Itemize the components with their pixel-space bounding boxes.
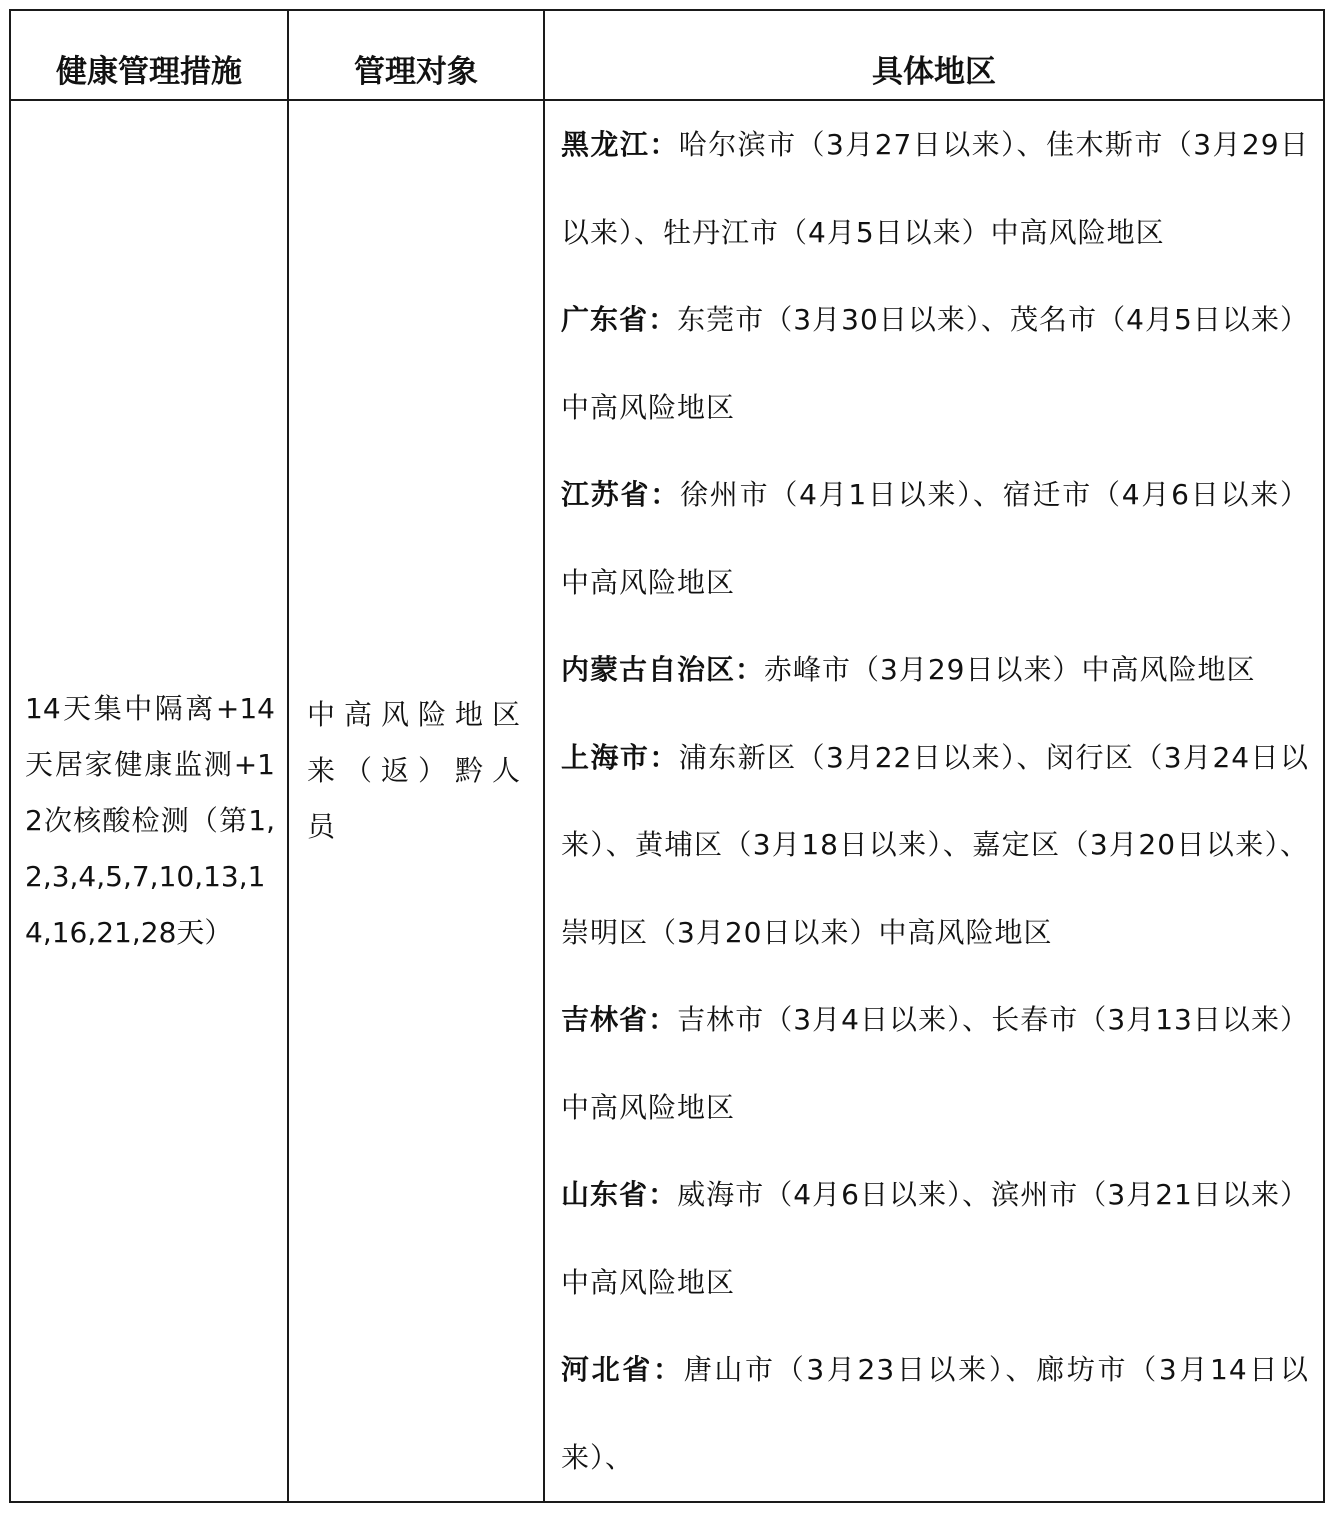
table-row bbox=[10, 100, 1324, 1502]
region-item bbox=[561, 626, 1309, 714]
region-detail: 浦东新区（3月22日以来）、闵行区（3月24日以来）、黄埔区（3月18日以来）、嘉定区（3月20日以来）、崇明区（3月20日以来）中高风险地区 bbox=[561, 740, 1309, 949]
region-detail: 赤峰市（3月29日以来）中高风险地区 bbox=[764, 653, 1256, 686]
region-item bbox=[561, 101, 1309, 276]
region-item bbox=[561, 276, 1309, 451]
region-detail: 威海市（4月6日以来）、滨州市（3月21日以来）中高风险地区 bbox=[561, 1178, 1309, 1299]
regions-cell bbox=[544, 100, 1324, 1502]
region-item bbox=[561, 976, 1309, 1151]
measure-cell: 14天集中隔离+14天居家健康监测+12次核酸检测（第1,2,3,4,5,7,10,13,14,16,21,28天） bbox=[10, 120, 288, 1522]
province-label: 山东省： bbox=[561, 1178, 678, 1211]
province-label: 河北省： bbox=[561, 1353, 684, 1386]
region-item bbox=[561, 1151, 1309, 1326]
province-label: 上海市： bbox=[561, 740, 679, 774]
province-label: 黑龙江： bbox=[561, 128, 679, 161]
health-management-table bbox=[9, 9, 1325, 1503]
region-detail: 徐州市（4月1日以来）、宿迁市（4月6日以来）中高风险地区 bbox=[561, 478, 1309, 599]
region-item bbox=[561, 451, 1309, 626]
header-target: 管理对象 bbox=[288, 10, 544, 100]
region-item bbox=[561, 714, 1309, 977]
province-label: 吉林省： bbox=[561, 1003, 678, 1036]
region-detail: 唐山市（3月23日以来）、廊坊市（3月14日以来）、 bbox=[561, 1353, 1309, 1474]
target-cell: 中高风险地区来（返）黔人员 bbox=[288, 70, 544, 1472]
region-detail: 吉林市（3月4日以来）、长春市（3月13日以来）中高风险地区 bbox=[561, 1003, 1309, 1124]
province-label: 内蒙古自治区： bbox=[561, 653, 765, 686]
header-regions: 具体地区 bbox=[544, 10, 1324, 100]
header-measure: 健康管理措施 bbox=[10, 10, 288, 100]
header-row bbox=[10, 10, 1324, 100]
province-label: 江苏省： bbox=[561, 478, 681, 511]
province-label: 广东省： bbox=[561, 303, 678, 336]
region-item bbox=[561, 1326, 1309, 1501]
region-detail: 东莞市（3月30日以来）、茂名市（4月5日以来）中高风险地区 bbox=[561, 303, 1309, 424]
region-detail: 哈尔滨市（3月27日以来）、佳木斯市（3月29日以来）、牡丹江市（4月5日以来）中高风险地区 bbox=[561, 128, 1309, 249]
